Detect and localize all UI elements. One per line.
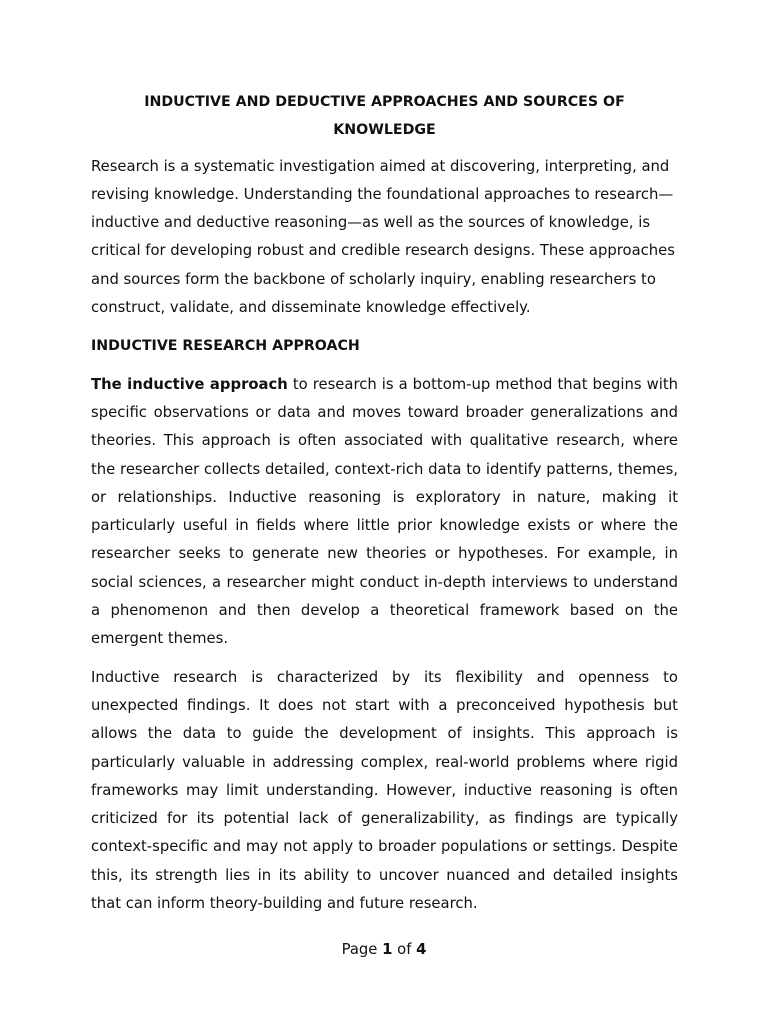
current-page-number: 1 [382, 941, 393, 958]
intro-paragraph: Research is a systematic investigation aimed at discovering, interpreting, and revising knowledge. Understanding the foundational approaches to research—inductive and deductive reasoning—as well as the sources of knowledge, is critical for developing robust and credible research designs. These approaches and sources form the backbone of scholarly inquiry, enabling researchers to construct, validate, and disseminate knowledge effectively. [91, 157, 675, 317]
page-label: Page [341, 941, 378, 958]
total-pages-number: 4 [416, 941, 427, 958]
document-page [91, 88, 678, 928]
page-footer [0, 938, 768, 962]
paragraph-inductive-approach [91, 371, 678, 654]
paragraph-body-text: to research is a bottom-up method that begins with specific observations or data and moves toward broader generalizations and theories. This approach is often associated with qualitative research, where the researcher collects detailed, context-rich data to identify patterns, themes, or relationships. Inductive reasoning is exploratory in nature, making it particularly useful in fields where little prior knowledge exists or where the researcher seeks to generate new theories or hypotheses. For example, in social sciences, a researcher might conduct in-depth interviews to understand a phenomenon and then develop a theoretical framework based on the emergent themes. [91, 375, 679, 648]
of-label: of [397, 941, 412, 958]
document-title: INDUCTIVE AND DEDUCTIVE APPROACHES AND SOURCES OF KNOWLEDGE [144, 94, 625, 139]
paragraph-lead-text: The inductive approach [91, 375, 288, 393]
paragraph-inductive-characteristics: Inductive research is characterized by its flexibility and openness to unexpected findings. It does not start with a preconceived hypothesis but allows the data to guide the development of insights. This approach is particularly valuable in addressing complex, real-world problems where rigid frameworks may limit understanding. However, inductive reasoning is often criticized for its potential lack of generalizability, as findings are typically context-specific and may not apply to broader populations or settings. Despite this, its strength lies in its ability to uncover nuanced and detailed insights that can inform theory-building and future research. [91, 668, 678, 913]
section-heading: INDUCTIVE RESEARCH APPROACH [91, 338, 360, 355]
